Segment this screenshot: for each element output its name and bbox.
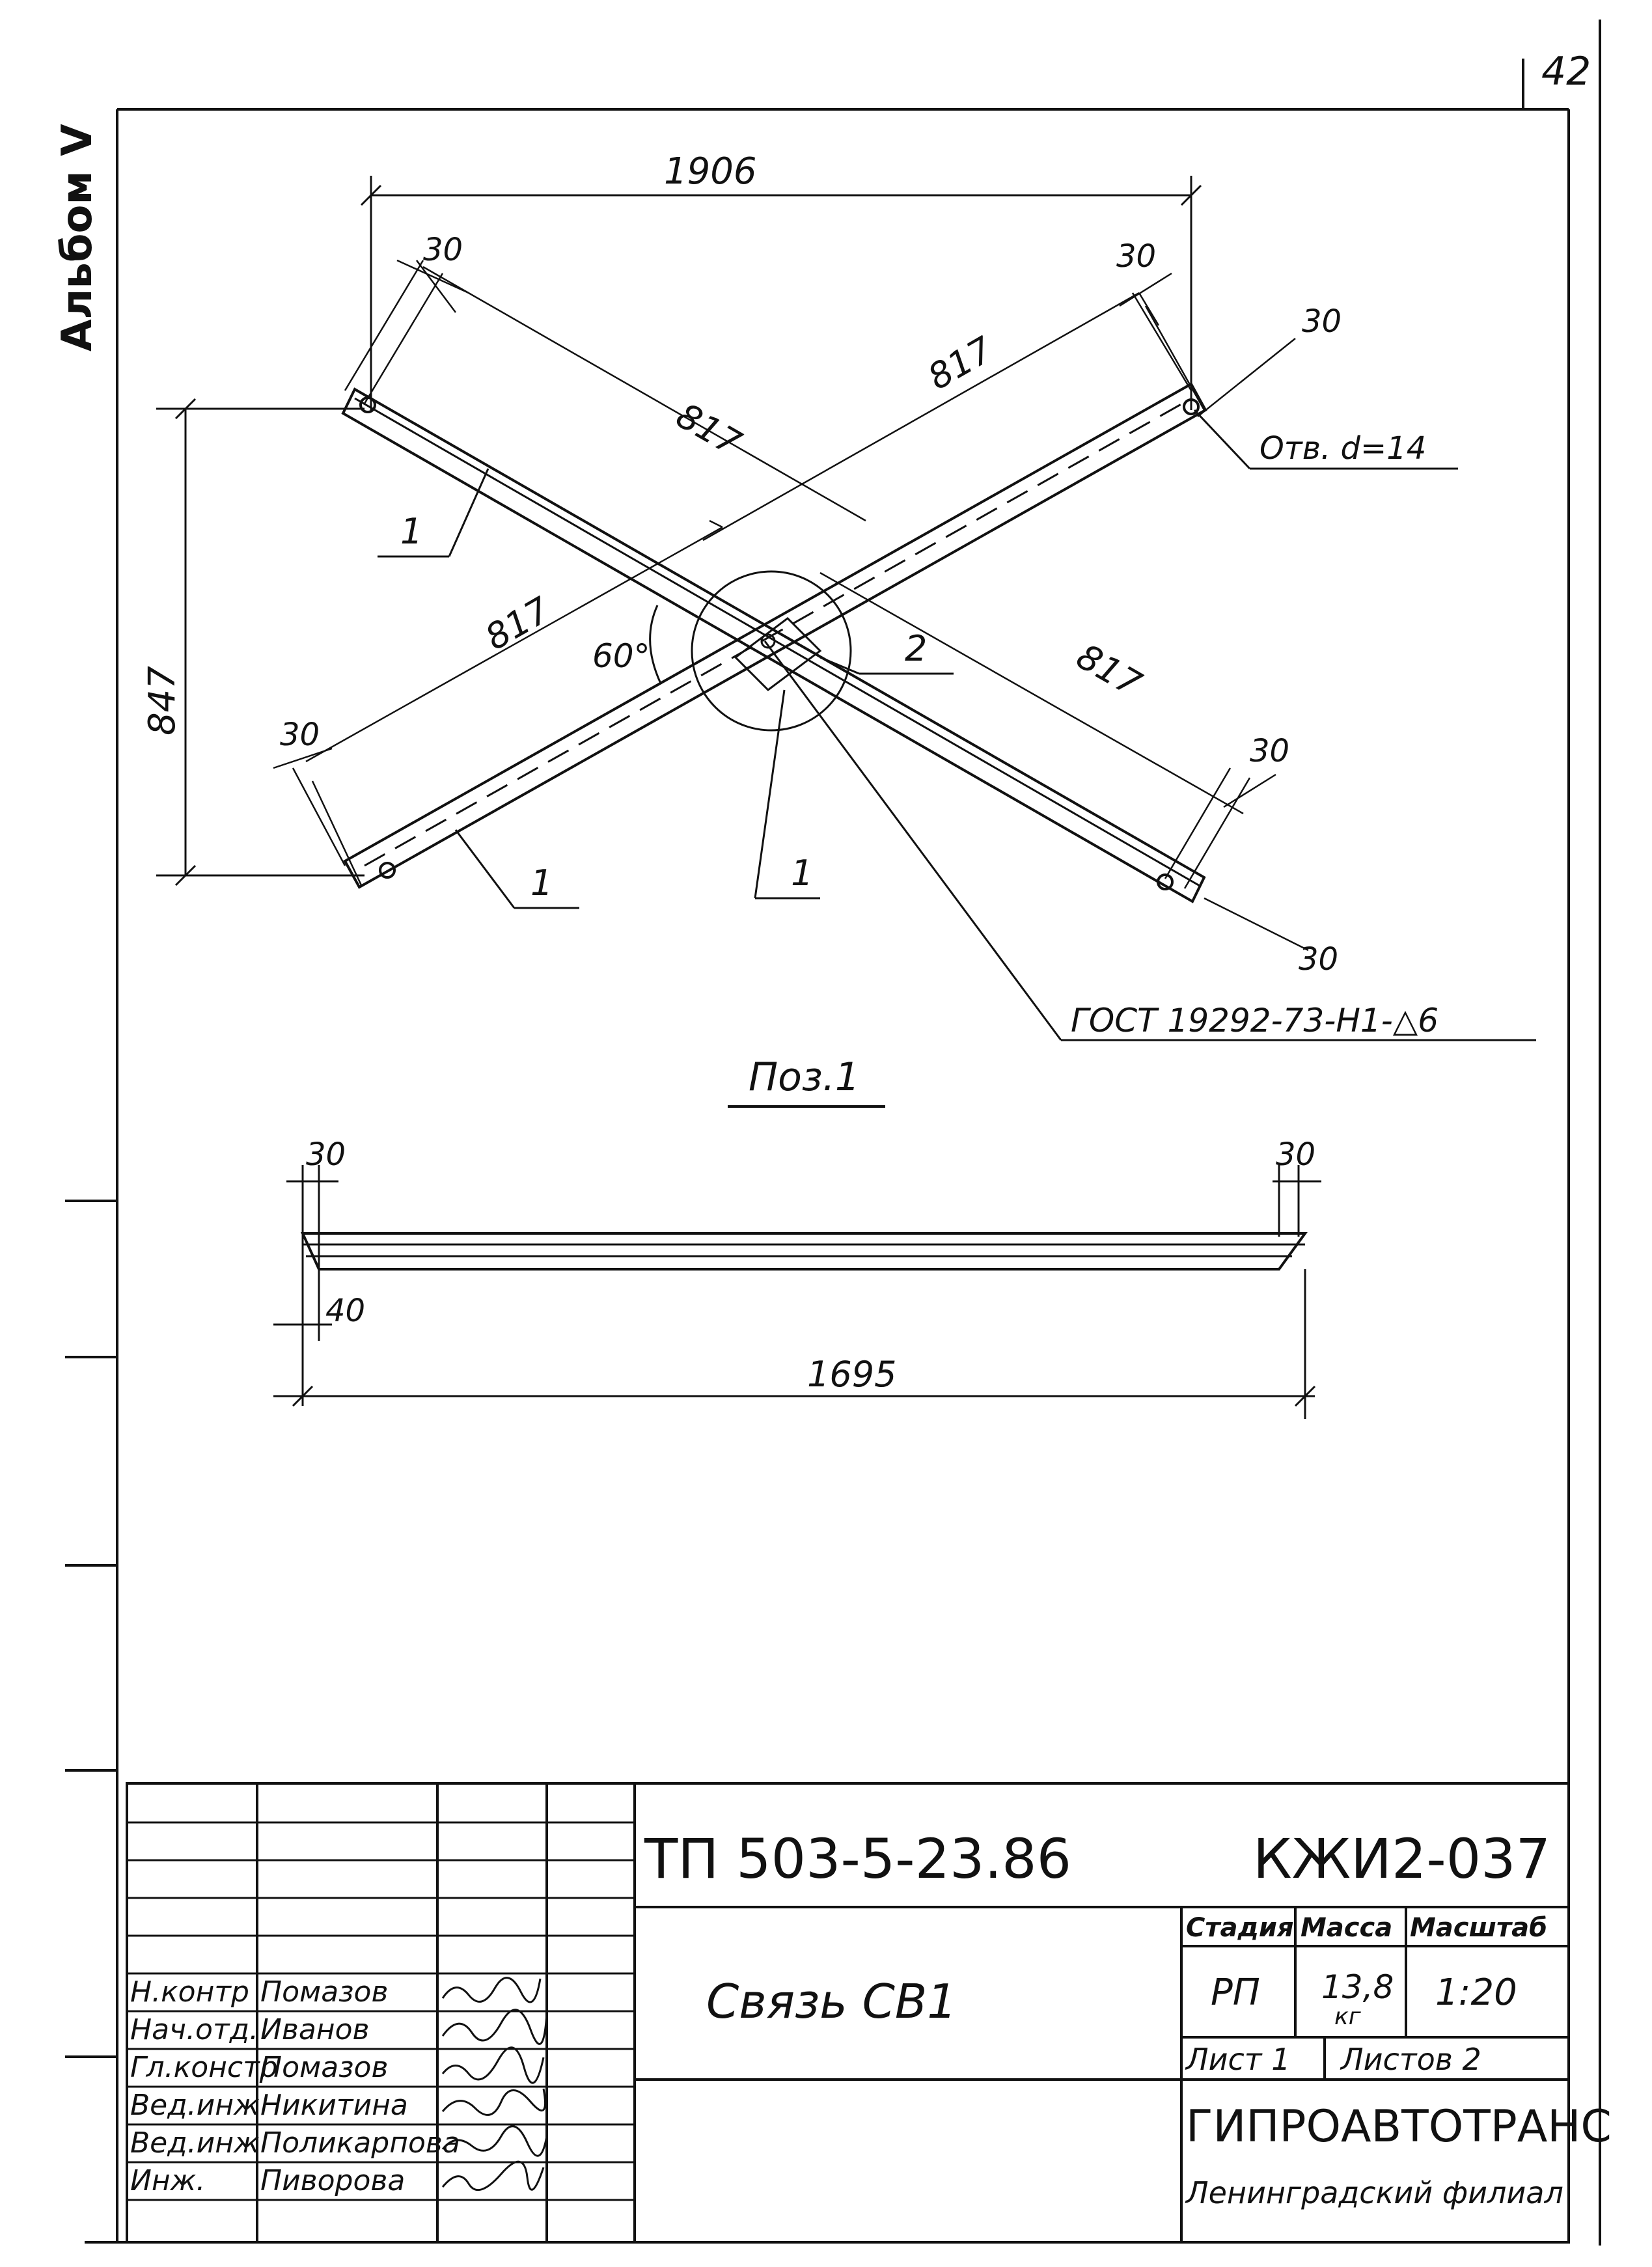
dim-30-tr: 30 — [1116, 238, 1157, 275]
section-title: Поз.1 — [749, 1054, 860, 1100]
dim-30-br: 30 — [1250, 733, 1290, 769]
margin-ticks — [65, 1201, 117, 2057]
position-1-center: 1 — [791, 853, 814, 894]
dim-30-tr-end: 30 — [1302, 303, 1342, 340]
margin-stamp: Альбом V — [53, 124, 102, 351]
dimension-height — [156, 399, 365, 885]
staff-role: Инж. — [130, 2164, 206, 2197]
dim-817-lower-right: 817 — [1069, 635, 1149, 705]
dim-30-br-end: 30 — [1299, 941, 1339, 978]
staff-role: Вед.инж — [130, 2126, 260, 2160]
signature — [443, 2089, 545, 2115]
signature — [443, 2048, 544, 2083]
section-dim-length: 1695 — [807, 1354, 897, 1395]
col-mass-header: Масса — [1301, 1913, 1393, 1943]
bar-1-diagonal-up — [345, 384, 1205, 887]
section-dim-30-left: 30 — [306, 1136, 346, 1173]
position-1-upper: 1 — [400, 511, 423, 552]
staff-role: Н.контр — [130, 1975, 249, 2009]
sheet-code: КЖИ2-037 — [1253, 1827, 1551, 1891]
position-1-lower: 1 — [530, 862, 553, 903]
dim-817-lower-left: 817 — [478, 589, 557, 659]
staff-name: Иванов — [260, 2013, 370, 2046]
mass-unit: кг — [1334, 2003, 1361, 2030]
sheets-value: Листов 2 — [1341, 2042, 1481, 2077]
staff-name: Никитина — [260, 2089, 408, 2122]
col-stage-header: Стадия — [1186, 1913, 1294, 1943]
staff-role: Нач.отд. — [130, 2013, 258, 2046]
staff-role: Гл.констр — [130, 2051, 278, 2084]
signature — [443, 2010, 547, 2044]
org-branch: Ленинградский филиал — [1186, 2175, 1563, 2210]
doc-code: ТП 503-5-23.86 — [644, 1827, 1072, 1891]
dim-30-bl: 30 — [280, 717, 320, 753]
dim-30-tl: 30 — [423, 232, 463, 268]
sheet-frame — [85, 20, 1600, 2246]
staff-name: Пиворова — [260, 2164, 406, 2197]
dimension-width-label: 1906 — [664, 150, 757, 193]
staff-name: Помазов — [260, 1975, 389, 2009]
section-profile — [303, 1233, 1305, 1269]
dimension-width — [361, 176, 1201, 410]
staff-name: Поликарпова — [260, 2126, 460, 2160]
position-leaders — [378, 469, 954, 908]
sheet-number: 42 — [1541, 49, 1591, 94]
dimension-height-label: 847 — [141, 666, 184, 735]
mass-value: 13,8 — [1321, 1968, 1394, 2006]
position-2-plate: 2 — [905, 628, 928, 669]
weld-note: ГОСТ 19292-73-Н1-△6 — [1071, 1002, 1439, 1039]
section-dim-40: 40 — [325, 1293, 366, 1329]
signature — [443, 1978, 540, 2002]
scale-value: 1:20 — [1435, 1972, 1517, 2014]
stage-value: РП — [1211, 1972, 1260, 2014]
section-dimensions — [273, 1165, 1321, 1419]
section-dim-30-right: 30 — [1276, 1136, 1316, 1173]
signature — [443, 2162, 544, 2190]
sheet-value: Лист 1 — [1186, 2042, 1291, 2077]
staff-role: Вед.инж — [130, 2089, 260, 2122]
col-scale-header: Масштаб — [1410, 1913, 1548, 1943]
dim-817-upper-left: 817 — [669, 394, 749, 464]
hole-note: Отв. d=14 — [1260, 430, 1427, 467]
org-name: ГИПРОАВТОТРАНС — [1186, 2101, 1612, 2152]
angle-arc — [650, 605, 661, 683]
staff-name: Помазов — [260, 2051, 389, 2084]
angle-label: 60° — [592, 637, 650, 675]
drawing-title: Связь СВ1 — [706, 1974, 957, 2029]
dim-817-upper-right: 817 — [921, 329, 1000, 398]
